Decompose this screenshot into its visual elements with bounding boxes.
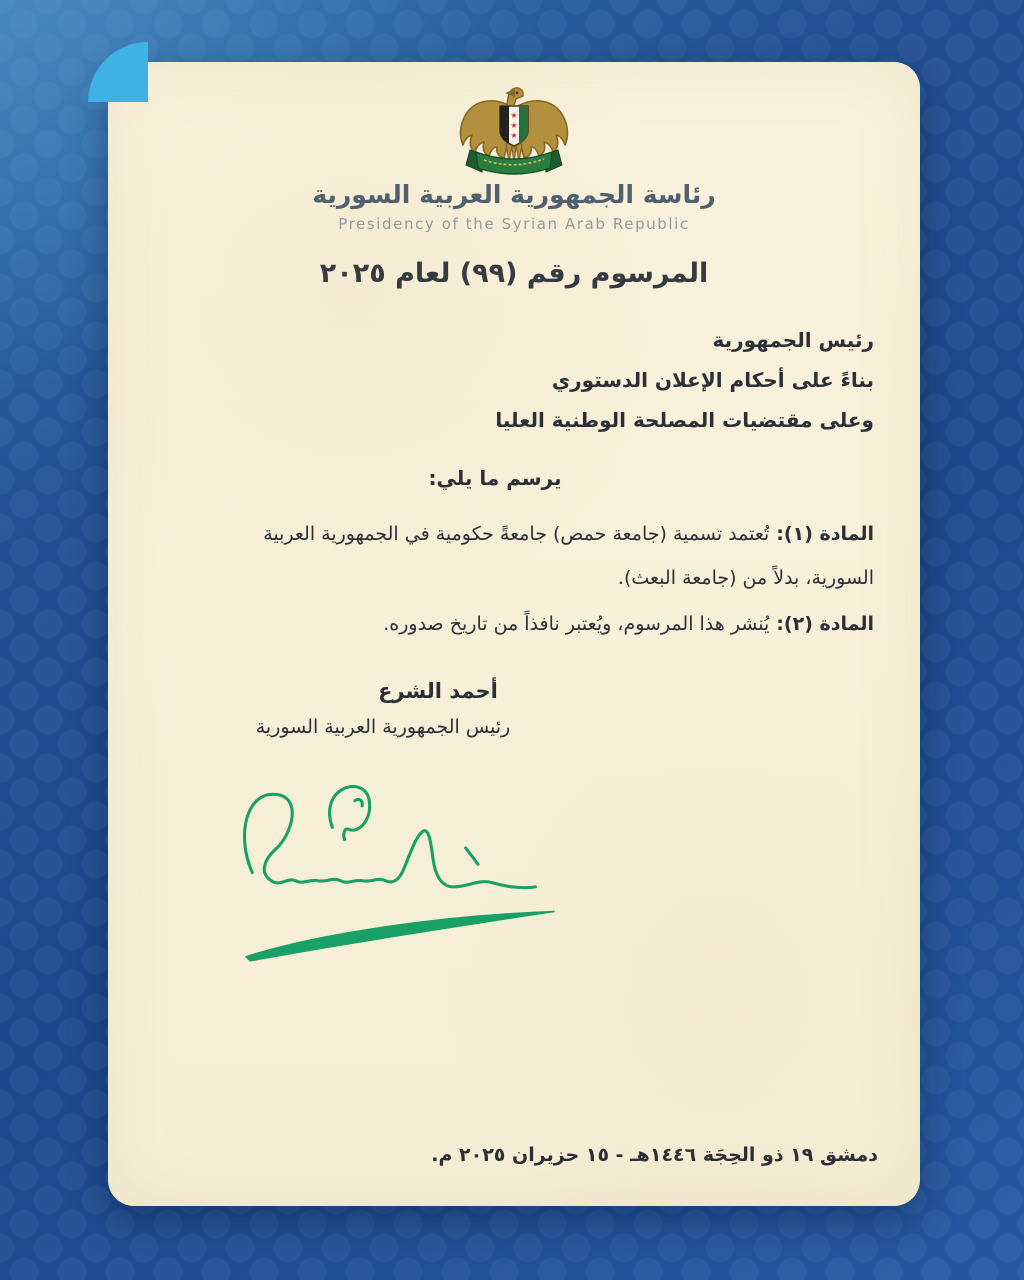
signatory-name: أحمد الشرع	[378, 679, 498, 703]
article-2-line-1: المادة (٢):يُنشر هذا المرسوم، ويُعتبر نافذاً من تاريخ صدوره.	[383, 613, 874, 635]
enactment-clause: يرسم ما يلي:	[428, 466, 562, 490]
decree-document	[108, 62, 920, 1206]
preamble-line: وعلى مقتضيات المصلحة الوطنية العليا	[495, 408, 874, 432]
preamble-line: رئيس الجمهورية	[712, 328, 874, 352]
article-2-label: المادة (٢):	[776, 613, 874, 635]
svg-text:★: ★	[510, 111, 518, 120]
decree-preamble	[495, 320, 874, 440]
decree-title: المرسوم رقم (٩٩) لعام ٢٠٢٥	[319, 258, 709, 289]
svg-text:★: ★	[510, 131, 518, 140]
article-1-label: المادة (١):	[776, 523, 874, 545]
corner-fan-decoration-icon	[88, 42, 148, 102]
article-1	[263, 512, 874, 600]
presidency-title-english: Presidency of the Syrian Arab Republic	[338, 215, 690, 233]
signature-icon	[233, 774, 563, 969]
date-place-line: دمشق ١٩ ذو الحِجَة ١٤٤٦هـ - ١٥ حزيران ٢٠٢٥ م.	[431, 1144, 878, 1166]
svg-text:★: ★	[510, 121, 518, 130]
article-1-line-1: المادة (١):تُعتمد تسمية (جامعة حمص) جامعةً حكومية في الجمهورية العربية	[263, 523, 874, 545]
article-1-line-2: السورية، بدلاً من (جامعة البعث).	[617, 567, 874, 589]
article-2	[383, 602, 874, 646]
signatory-block	[255, 674, 618, 738]
syrian-eagle-emblem-icon	[454, 86, 574, 180]
presidency-title-arabic: رئاسة الجمهورية العربية السورية	[312, 180, 716, 209]
preamble-line: بناءً على أحكام الإعلان الدستوري	[551, 368, 874, 392]
signatory-title: رئيس الجمهورية العربية السورية	[255, 716, 511, 738]
